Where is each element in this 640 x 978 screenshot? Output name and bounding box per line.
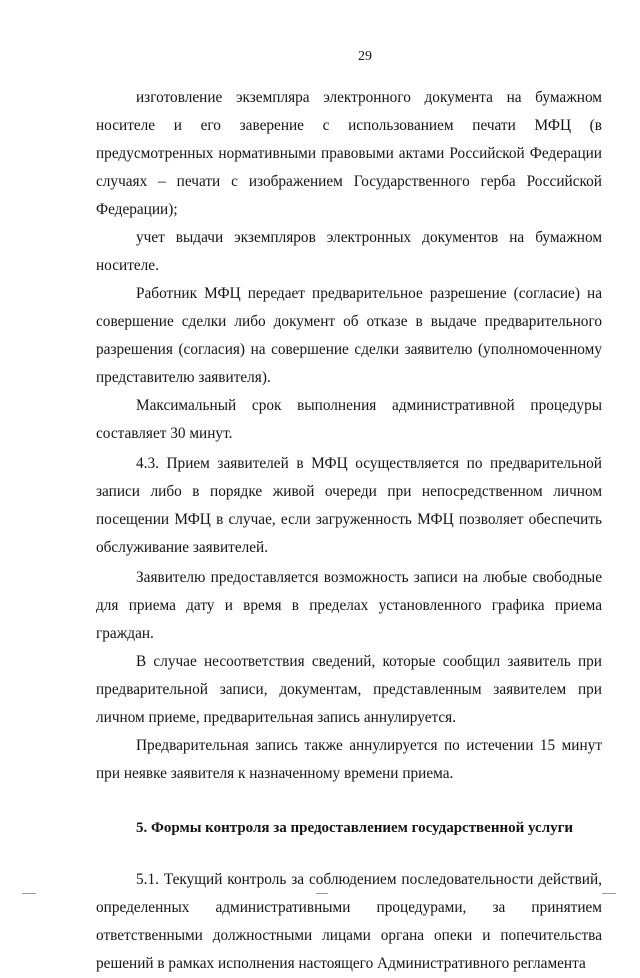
paragraph-appointment-booking: Заявителю предоставляется возможность записи на любые свободные для приема дату и время в пределах установленного графика приема граждан.	[96, 569, 602, 642]
scan-artifact-right	[602, 893, 616, 894]
document-body	[96, 84, 602, 978]
paragraph-reception-order: 4.3. Прием заявителей в МФЦ осуществляется по предварительной записи либо в порядке живой очереди при непосредственном личном посещении МФЦ в случае, если загруженность МФЦ позволяет обеспечить обслуживание заявителей.	[96, 455, 602, 556]
scan-artifact-left	[22, 893, 36, 894]
paragraph-mfc-transfer: Работник МФЦ передает предварительное разрешение (согласие) на совершение сделки либо документ об отказе в выдаче предварительного разрешения (согласия) на совершение сделки заявителю (уполномоченному представителю заявителя).	[96, 285, 602, 386]
page-number: 29	[358, 49, 372, 64]
paragraph-no-show-cancellation: Предварительная запись также аннулируется по истечении 15 минут при неявке заявителя к назначенному времени приема.	[96, 737, 602, 782]
paragraph-current-control: 5.1. Текущий контроль за соблюдением последовательности действий, определенных административными процедурами, за принятием ответственными должностными лицами органа опеки и попечительства решений в рамках исполнения настоящего Административного регламента	[96, 871, 602, 972]
section-heading: 5. Формы контроля за предоставлением государственной услуги	[136, 820, 574, 836]
paragraph-max-duration: Максимальный срок выполнения административной процедуры составляет 30 минут.	[96, 397, 602, 442]
paragraph-issuance-accounting: учет выдачи экземпляров электронных документов на бумажном носителе.	[96, 229, 602, 274]
scan-artifact-center	[316, 893, 328, 894]
paragraph-document-certification: изготовление экземпляра электронного документа на бумажном носителе и его заверение с использованием печати МФЦ (в предусмотренных нормативными правовыми актами Российской Федерации случаях – печати с изображением Государственного герба Российской Федерации);	[96, 89, 602, 218]
paragraph-booking-cancellation: В случае несоответствия сведений, которые сообщил заявитель при предварительной записи, документам, представленным заявителем при личном приеме, предварительная запись аннулируется.	[96, 653, 602, 726]
